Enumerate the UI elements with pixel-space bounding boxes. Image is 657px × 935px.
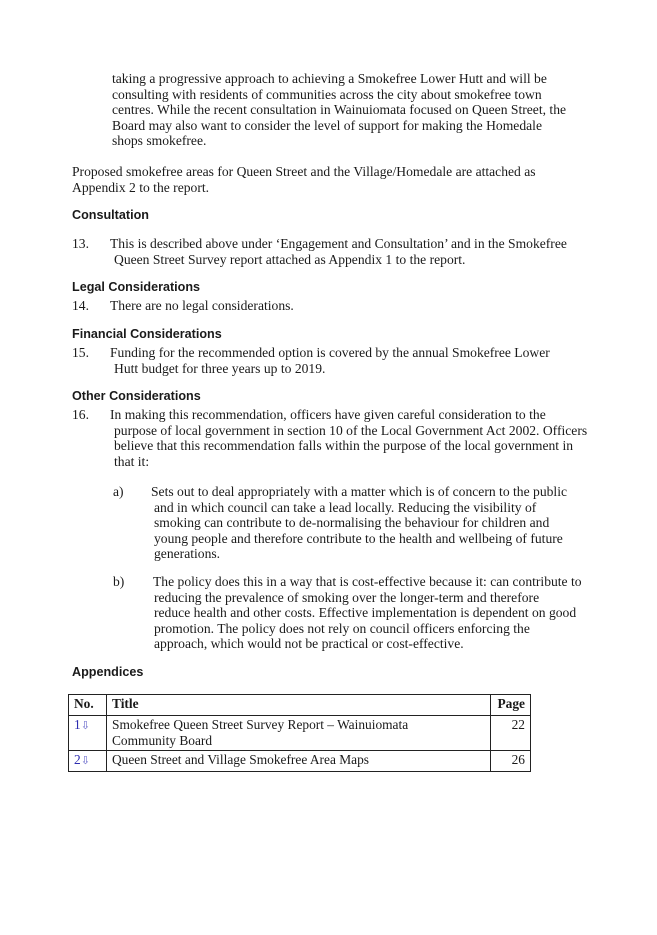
other-text [110, 407, 587, 469]
appendices-heading: Appendices [72, 665, 144, 679]
intro-line: shops smokefree. [112, 133, 207, 149]
column-header-no: No. [69, 695, 107, 716]
intro-line: taking a progressive approach to achieving a Smokefree Lower Hutt and will be [112, 71, 547, 86]
text-line: and in which council can take a lead locally. Reducing the visibility of [154, 499, 537, 515]
sub-item-label: a) [113, 484, 124, 499]
appendix-title [107, 716, 491, 751]
consultation-text [110, 236, 567, 267]
appendix-link[interactable] [69, 751, 107, 772]
text-line: promotion. The policy does not rely on council officers enforcing the [154, 620, 530, 636]
table-row [69, 751, 531, 772]
appendix-link[interactable] [69, 716, 107, 751]
financial-heading: Financial Considerations [72, 327, 222, 341]
intro-line: Board may also want to consider the level of support for making the Homedale [112, 117, 542, 133]
item-number: 15. [72, 345, 89, 360]
column-header-page: Page [491, 695, 531, 716]
text-line: In making this recommendation, officers have given careful consideration to the [110, 407, 546, 422]
sub-item-b-text [153, 574, 582, 652]
item-number: 16. [72, 407, 89, 422]
text-line: believe that this recommendation falls within the purpose of the local government in [114, 438, 574, 454]
proposed-areas-paragraph [72, 164, 536, 195]
appendix-number[interactable]: 1 [74, 717, 81, 732]
title-line: Queen Street and Village Smokefree Area Maps [112, 752, 370, 768]
proposed-line: Appendix 2 to the report. [72, 179, 210, 195]
text-line: smoking can contribute to de-normalising the behaviour for children and [154, 515, 550, 531]
text-line: that it: [114, 453, 150, 469]
appendix-title [107, 751, 491, 772]
proposed-line: Proposed smokefree areas for Queen Street and the Village/Homedale are attached as [72, 164, 536, 179]
intro-line: centres. While the recent consultation in Wainuiomata focused on Queen Street, the [112, 102, 567, 118]
table-header-row [69, 695, 531, 716]
text-line: approach, which would not be practical or cost-effective. [154, 636, 464, 652]
text-line: Queen Street Survey report attached as Appendix 1 to the report. [114, 251, 466, 267]
legal-text: There are no legal considerations. [110, 298, 294, 313]
text-line: Hutt budget for three years up to 2019. [114, 360, 326, 376]
download-arrow-icon[interactable]: ⇩ [80, 719, 90, 732]
text-line: The policy does this in a way that is cost-effective because it: can contribute to [153, 574, 582, 589]
text-line: young people and therefore contribute to the health and wellbeing of future [154, 530, 563, 546]
sub-item-a-text [151, 484, 567, 562]
financial-text [110, 345, 550, 376]
item-number: 14. [72, 298, 89, 313]
consultation-heading: Consultation [72, 208, 149, 222]
table-row [69, 716, 531, 751]
text-line: reduce health and other costs. Effective implementation is dependent on good [154, 605, 577, 621]
text-line: purpose of local government in section 10 of the Local Government Act 2002. Officers [114, 422, 588, 438]
appendix-page: 22 [491, 716, 531, 751]
title-line: Smokefree Queen Street Survey Report – Wainuiomata [112, 717, 409, 732]
text-line: generations. [154, 546, 221, 562]
appendix-number[interactable]: 2 [74, 752, 81, 768]
text-line: Sets out to deal appropriately with a matter which is of concern to the public [151, 484, 568, 499]
column-header-title: Title [107, 695, 491, 716]
other-heading: Other Considerations [72, 389, 201, 403]
legal-heading: Legal Considerations [72, 280, 201, 294]
appendices-table [68, 694, 531, 772]
text-line: reducing the prevalence of smoking over the longer-term and therefore [154, 589, 540, 605]
title-line: Community Board [112, 732, 213, 748]
item-number: 13. [72, 236, 89, 251]
text-line: This is described above under ‘Engagement and Consultation’ and in the Smokefree [110, 236, 567, 251]
intro-line: consulting with residents of communities across the city about smokefree town [112, 86, 542, 102]
text-line: Funding for the recommended option is covered by the annual Smokefree Lower [110, 345, 550, 360]
download-arrow-icon[interactable]: ⇩ [80, 754, 90, 768]
intro-paragraph [112, 71, 566, 149]
appendix-page: 26 [491, 751, 531, 772]
sub-item-label: b) [113, 574, 125, 589]
